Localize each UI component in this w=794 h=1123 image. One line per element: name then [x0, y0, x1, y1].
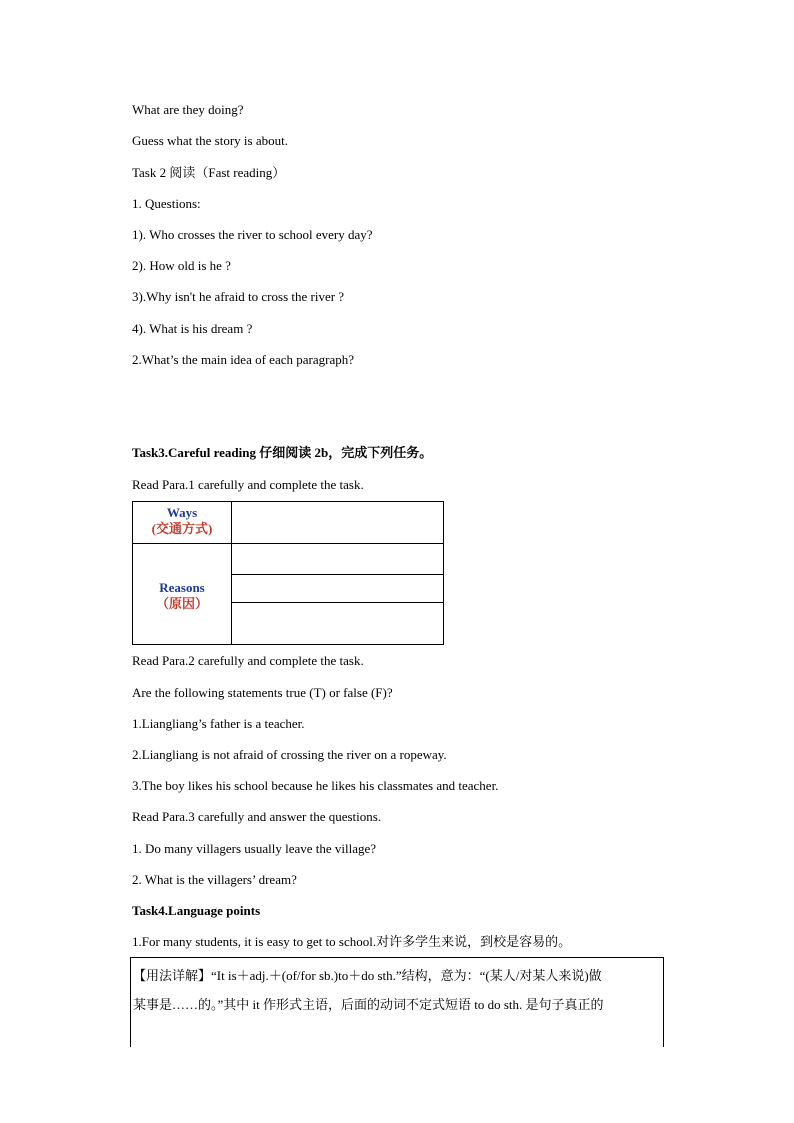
task4-heading: Task4.Language points — [132, 903, 261, 918]
ways-reasons-table — [132, 501, 444, 645]
fast-reading-question: 2). How old is he ? — [132, 258, 231, 273]
task3-heading: Task3.Careful reading 仔细阅读 2b，完成下列任务。 — [132, 445, 433, 460]
para1-instruction: Read Para.1 carefully and complete the task. — [132, 477, 364, 492]
statement-item: 2.Liangliang is not afraid of crossing the river on a ropeway. — [132, 747, 447, 762]
para2-instruction: Read Para.2 carefully and complete the task. — [132, 653, 364, 668]
reasons-label-cn: （原因） — [155, 596, 208, 611]
language-point-1: 1.For many students, it is easy to get to school.对许多学生来说，到校是容易的。 — [132, 934, 572, 949]
reasons-label: Reasons — [159, 580, 205, 595]
task2-heading: Task 2 阅读（Fast reading） — [132, 165, 286, 180]
question-guess-story: Guess what the story is about. — [132, 133, 288, 148]
table-column-divider — [231, 502, 232, 644]
question-what-doing: What are they doing? — [132, 102, 244, 117]
fast-reading-question: 3).Why isn't he afraid to cross the river ? — [132, 289, 345, 304]
table-subrow-divider — [231, 574, 443, 575]
para3-question: 2. What is the villagers’ dream? — [132, 872, 297, 887]
usage-note-line: 【用法详解】“It is＋adj.＋(of/for sb.)to＋do sth.”结构，意为：“(某人/对某人来说)做 — [133, 968, 602, 983]
table-row-divider — [133, 543, 443, 544]
questions-label: 1. Questions: — [132, 196, 201, 211]
para3-question: 1. Do many villagers usually leave the village? — [132, 841, 377, 856]
usage-note-box — [130, 957, 664, 1047]
reasons-header-cell — [133, 580, 231, 612]
fast-reading-question: 1). Who crosses the river to school every day? — [132, 227, 373, 242]
statement-item: 3.The boy likes his school because he likes his classmates and teacher. — [132, 778, 499, 793]
ways-label: Ways — [166, 505, 198, 520]
main-idea-question: 2.What’s the main idea of each paragraph? — [132, 352, 354, 367]
ways-label-cn: (交通方式) — [151, 521, 213, 536]
fast-reading-question: 4). What is his dream ? — [132, 321, 253, 336]
para3-instruction: Read Para.3 carefully and answer the questions. — [132, 809, 382, 824]
statement-item: 1.Liangliang’s father is a teacher. — [132, 716, 305, 731]
ways-header-cell — [133, 505, 231, 537]
usage-note-line: 某事是……的。”其中 it 作形式主语，后面的动词不定式短语 to do sth. 是句子真正的 — [133, 997, 604, 1012]
table-subrow-divider — [231, 602, 443, 603]
true-false-prompt: Are the following statements true (T) or false (F)? — [132, 685, 393, 700]
